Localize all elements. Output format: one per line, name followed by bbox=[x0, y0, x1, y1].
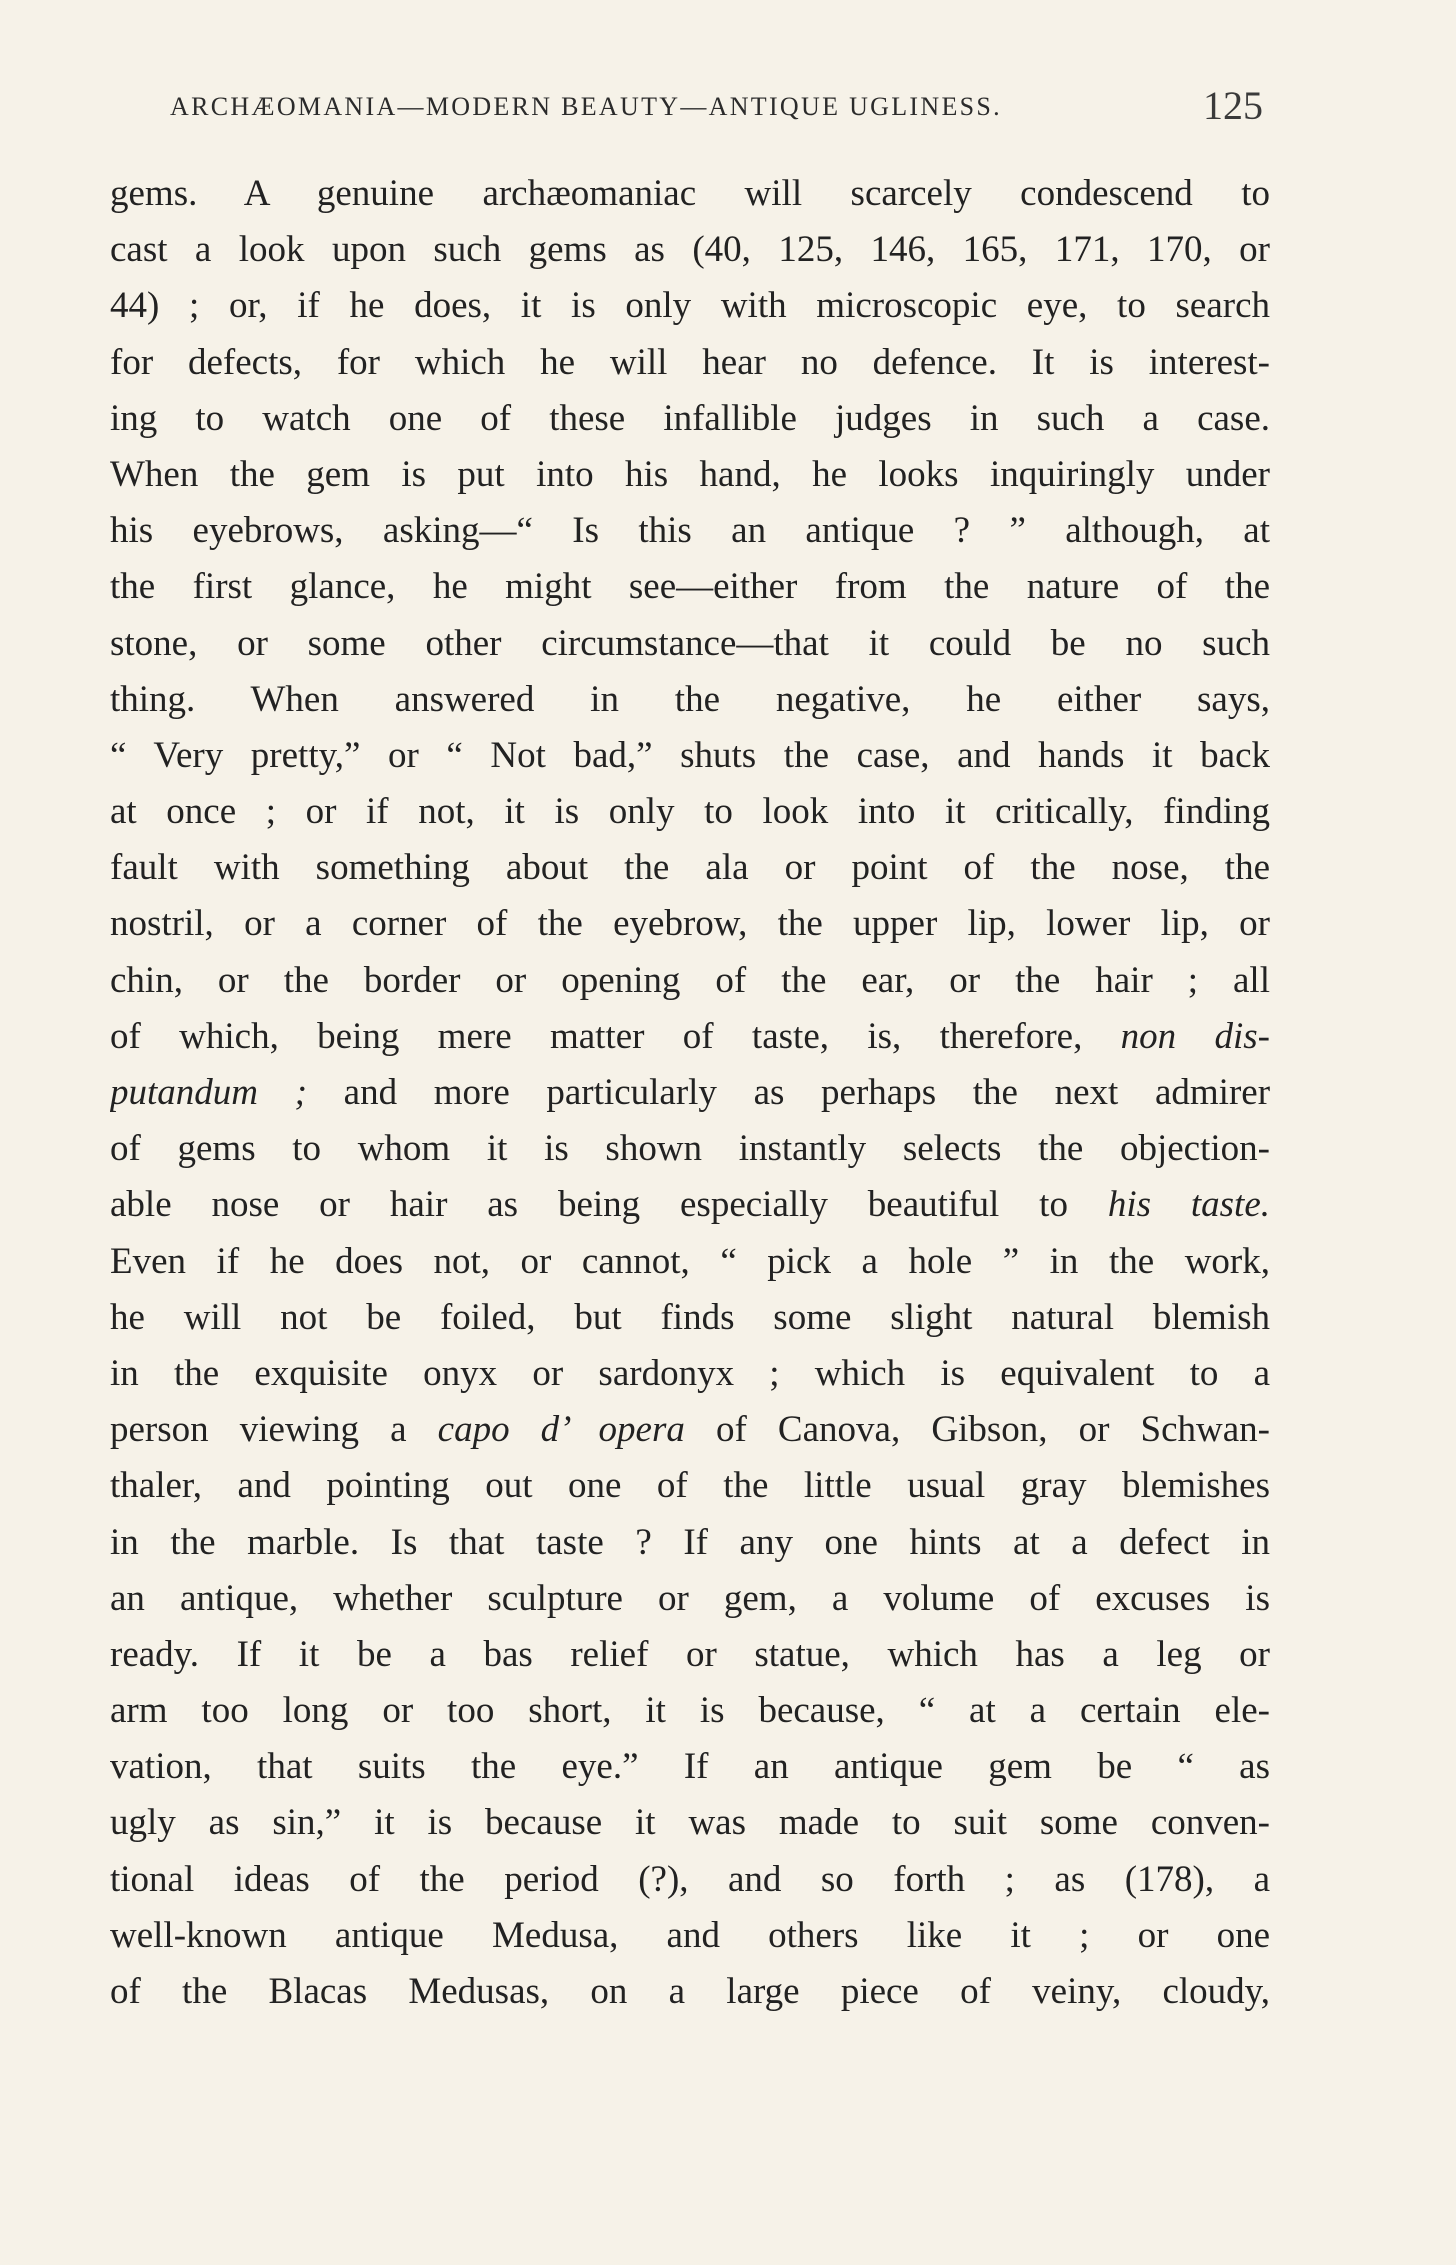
running-header bbox=[170, 82, 1265, 132]
text-line-mixed bbox=[110, 1065, 1270, 1121]
text-line: “ Very pretty,” or “ Not bad,” shuts the case, and hands it back bbox=[110, 734, 1270, 776]
text-line: vation, that suits the eye.” If an antique gem be “ as bbox=[110, 1746, 1270, 1788]
text-line-mixed bbox=[110, 1009, 1270, 1065]
text-line: When the gem is put into his hand, he looks inquiringly under bbox=[110, 453, 1270, 495]
text-line: stone, or some other circumstance—that it could be no such bbox=[110, 622, 1270, 664]
text-line-mixed bbox=[110, 1177, 1270, 1233]
text-line: ugly as sin,” it is because it was made to suit some conven- bbox=[110, 1802, 1270, 1844]
text-line: 44) ; or, if he does, it is only with microscopic eye, to search bbox=[110, 285, 1270, 327]
text-line: gems. A genuine archæomaniac will scarcely condescend to bbox=[110, 173, 1270, 214]
text-line: of gems to whom it is shown instantly selects the objection- bbox=[110, 1128, 1270, 1170]
text-line: tional ideas of the period (?), and so forth ; as (178), a bbox=[110, 1858, 1270, 1900]
italic-phrase: capo d’ opera bbox=[437, 1409, 685, 1451]
text-segment: person viewing a bbox=[110, 1409, 407, 1451]
text-line: for defects, for which he will hear no defence. It is interest- bbox=[110, 341, 1270, 383]
italic-phrase: putandum ; bbox=[110, 1072, 307, 1113]
italic-phrase: non dis- bbox=[1120, 1015, 1270, 1057]
text-line: the first glance, he might see—either from the nature of the bbox=[110, 566, 1270, 608]
text-line: fault with something about the ala or point of the nose, the bbox=[110, 847, 1270, 889]
text-line: of the Blacas Medusas, on a large piece of veiny, cloudy, bbox=[110, 1971, 1270, 2012]
text-segment: of Canova, Gibson, or Schwan- bbox=[715, 1409, 1270, 1451]
text-line: cast a look upon such gems as (40, 125, 146, 165, 171, 170, or bbox=[110, 229, 1270, 271]
running-title: ARCHÆOMANIA—MODERN BEAUTY—ANTIQUE UGLINESS. bbox=[170, 92, 1002, 121]
text-segment: and more particularly as perhaps the next admirer bbox=[343, 1072, 1270, 1113]
text-line: he will not be foiled, but finds some slight natural blemish bbox=[110, 1296, 1270, 1338]
text-line: well-known antique Medusa, and others like it ; or one bbox=[110, 1914, 1270, 1956]
text-line: thing. When answered in the negative, he either says, bbox=[110, 678, 1270, 720]
italic-phrase: his taste. bbox=[1107, 1184, 1270, 1226]
body-text bbox=[110, 166, 1270, 2020]
text-line: at once ; or if not, it is only to look into it critically, finding bbox=[110, 791, 1270, 833]
text-line: arm too long or too short, it is because, “ at a certain ele- bbox=[110, 1690, 1270, 1732]
text-line: chin, or the border or opening of the ear, or the hair ; all bbox=[110, 959, 1270, 1001]
text-line: ing to watch one of these infallible judges in such a case. bbox=[110, 397, 1270, 439]
text-line: in the marble. Is that taste ? If any one hints at a defect in bbox=[110, 1521, 1270, 1563]
text-line: an antique, whether sculpture or gem, a volume of excuses is bbox=[110, 1577, 1270, 1619]
text-segment: able nose or hair as being especially beautiful to bbox=[110, 1184, 1068, 1226]
text-line-mixed bbox=[110, 1402, 1270, 1458]
text-line: ready. If it be a bas relief or statue, which has a leg or bbox=[110, 1633, 1270, 1675]
text-segment: of which, being mere matter of taste, is, therefore, bbox=[110, 1015, 1083, 1057]
text-line: thaler, and pointing out one of the little usual gray blemishes bbox=[110, 1465, 1270, 1507]
page-number: 125 bbox=[1203, 83, 1263, 128]
text-line: his eyebrows, asking—“ Is this an antique ? ” although, at bbox=[110, 510, 1270, 552]
text-line: nostril, or a corner of the eyebrow, the upper lip, lower lip, or bbox=[110, 903, 1270, 945]
text-line: Even if he does not, or cannot, “ pick a hole ” in the work, bbox=[110, 1240, 1270, 1282]
text-line: in the exquisite onyx or sardonyx ; which is equivalent to a bbox=[110, 1352, 1270, 1394]
